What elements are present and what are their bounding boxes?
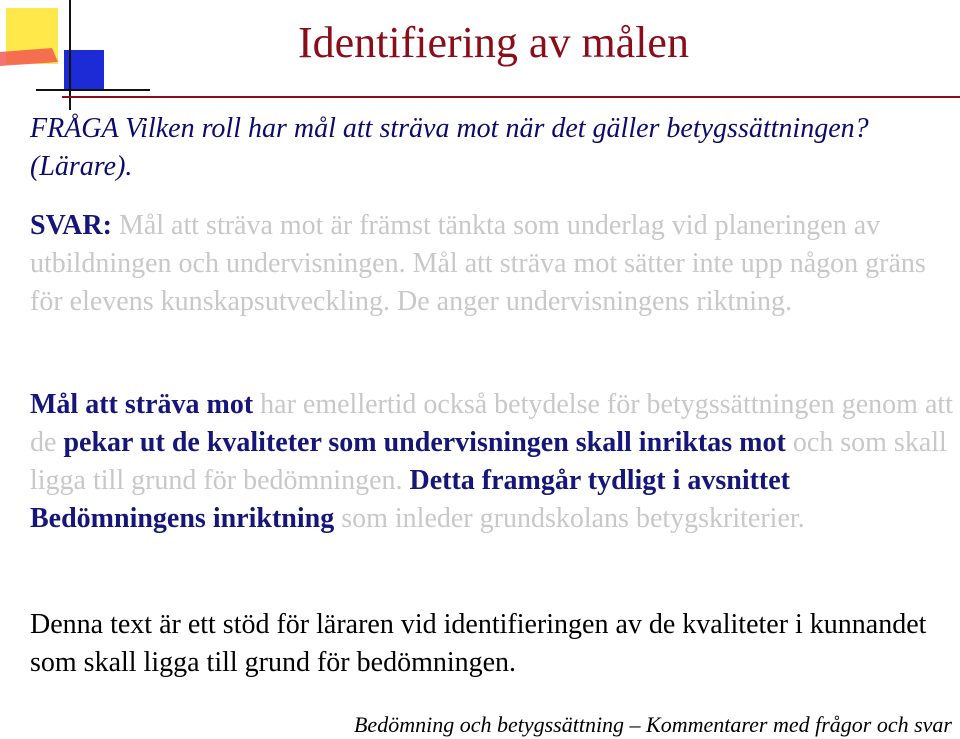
goals-text-2: och som skall ligga till grund för bedömningen. bbox=[30, 427, 947, 496]
goals-text-1: har emellertid också betydelse för betygssättningen genom att de bbox=[30, 389, 953, 458]
decorative-corner-graphic bbox=[0, 0, 150, 110]
answer-text: Mål att sträva mot är främst tänkta som underlag vid planeringen av utbildningen och undervisningen. Mål att sträva mot sätter inte upp någon gräns för elevens kunskapsutveckling. De anger undervisningens riktning. bbox=[30, 210, 926, 317]
goals-paragraph bbox=[30, 386, 955, 538]
title-divider bbox=[62, 96, 960, 98]
goals-text-3: som inleder grundskolans betygskriterier. bbox=[334, 503, 805, 534]
goals-emphasis-1: Mål att sträva mot bbox=[30, 389, 254, 420]
goals-emphasis-3: Detta framgår tydligt i avsnittet Bedömningens inriktning bbox=[30, 465, 791, 534]
slide-title: Identifiering av målen bbox=[298, 18, 689, 67]
slide-footer: Bedömning och betygssättning – Kommentarer med frågor och svar bbox=[353, 712, 952, 737]
goals-emphasis-2: pekar ut de kvaliteter som undervisningen skall inriktas mot bbox=[63, 427, 786, 458]
support-paragraph: Denna text är ett stöd för läraren vid identifieringen av de kvaliteter i kunnandet som skall ligga till grund för bedömningen. bbox=[30, 609, 927, 678]
question-paragraph: FRÅGA Vilken roll har mål att sträva mot när det gäller betygssättningen? (Lärare). bbox=[30, 113, 869, 182]
answer-label: SVAR: bbox=[30, 210, 112, 241]
answer-paragraph bbox=[30, 207, 955, 321]
